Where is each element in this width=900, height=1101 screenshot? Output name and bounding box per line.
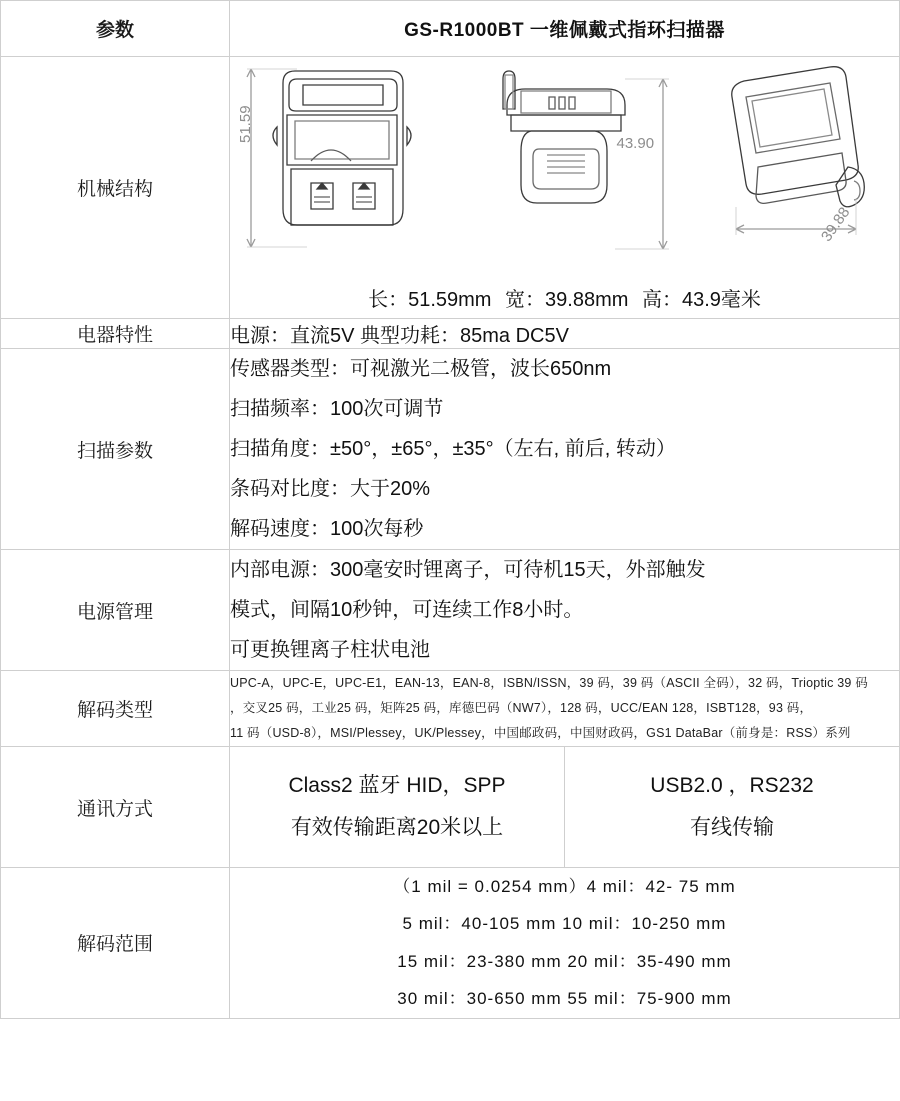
communication-wireless-line-1: Class2 蓝牙 HID，SPP (288, 774, 506, 797)
header-parameter-label: 参数 (1, 1, 230, 57)
mechanical-drawings-group (230, 57, 899, 273)
table-row-communication (1, 747, 900, 868)
dimension-side-height-label: 43.90 (616, 135, 655, 152)
communication-wired (565, 747, 899, 867)
decode-range-line-3: 15 mil：23-380 mm 20 mil：35-490 mm (397, 951, 732, 971)
dimension-height-label: 51.59 (236, 105, 254, 143)
table-row-decode-range (1, 868, 900, 1019)
decode-range-line-4: 30 mil：30-650 mm 55 mil：75-900 mm (397, 989, 732, 1009)
table-row-electrical (1, 319, 900, 349)
power-line-2: 模式，间隔10秒钟，可连续工作8小时。 (230, 599, 584, 621)
side-view-svg (465, 57, 695, 273)
dimension-width-label: 39.88 (817, 204, 853, 245)
table-row-mechanical (1, 57, 900, 319)
communication-wired-line-1: USB2.0 ，RS232 (650, 774, 814, 797)
caption-width: 宽：39.88mm (505, 289, 629, 311)
row-label-scan-parameters: 扫描参数 (1, 349, 230, 550)
power-line-1: 内部电源：300毫安时锂离子，可待机15天，外部触发 (230, 559, 706, 581)
table-header-row (1, 1, 900, 57)
decode-types-value (230, 671, 900, 747)
mechanical-drawings-cell (230, 57, 900, 319)
scan-line-frequency: 扫描频率：100次可调节 (230, 398, 444, 420)
electrical-value: 电源：直流5V 典型功耗：85ma DC5V (230, 319, 900, 349)
table-row-decode-types (1, 671, 900, 747)
row-label-mechanical: 机械结构 (1, 57, 230, 319)
row-label-decode-types: 解码类型 (1, 671, 230, 747)
scan-line-angle: 扫描角度：±50°，±65°，±35°（左右, 前后, 转动） (230, 438, 676, 460)
power-line-3: 可更换锂离子柱状电池 (230, 639, 430, 661)
communication-value (230, 747, 900, 868)
decode-types-line-2: ，交叉25 码，工业25 码，矩阵25 码，库德巴码（NW7），128 码，UCC/EAN 128，ISBT128，93 码， (230, 701, 813, 715)
row-label-electrical: 电器特性 (1, 319, 230, 349)
power-management-value (230, 550, 900, 671)
scan-parameters-value (230, 349, 900, 550)
drawing-side-view (465, 57, 695, 273)
row-label-power-management: 电源管理 (1, 550, 230, 671)
decode-range-line-1: （1 mil = 0.0254 mm）4 mil：42- 75 mm (393, 877, 736, 896)
perspective-view-svg (708, 57, 893, 273)
decode-types-line-3: 11 码（USD-8），MSI/Plessey，UK/Plessey，中国邮政码，中国财政码，GS1 DataBar（前身是：RSS）系列 (230, 726, 851, 740)
caption-height: 高：43.9毫米 (641, 289, 761, 311)
decode-range-line-2: 5 mil：40-105 mm 10 mil：10-250 mm (402, 914, 727, 934)
front-view-svg (237, 57, 452, 273)
communication-wireless (230, 747, 565, 867)
mechanical-caption (230, 273, 899, 318)
table-row-power-management (1, 550, 900, 671)
row-label-decode-range: 解码范围 (1, 868, 230, 1019)
communication-wireless-line-2: 有效传输距离20米以上 (290, 816, 504, 839)
scan-line-sensor: 传感器类型：可视激光二极管，波长650nm (230, 358, 612, 380)
communication-split (230, 747, 899, 867)
decode-range-value (230, 868, 900, 1019)
drawing-front-view (237, 57, 452, 273)
row-label-communication: 通讯方式 (1, 747, 230, 868)
caption-length: 长：51.59mm (368, 289, 492, 311)
communication-wired-line-2: 有线传输 (690, 816, 774, 839)
scan-line-decode-speed: 解码速度：100次每秒 (230, 518, 424, 540)
table-row-scan-parameters (1, 349, 900, 550)
scan-line-contrast: 条码对比度：大于20% (230, 478, 431, 500)
decode-types-line-1: UPC-A，UPC-E，UPC-E1，EAN-13，EAN-8，ISBN/ISSN，39 码，39 码（ASCII 全码），32 码，Trioptic 39 码 (230, 676, 868, 690)
drawing-perspective-view (708, 57, 893, 273)
header-product-title: GS-R1000BT 一维佩戴式指环扫描器 (230, 1, 900, 57)
